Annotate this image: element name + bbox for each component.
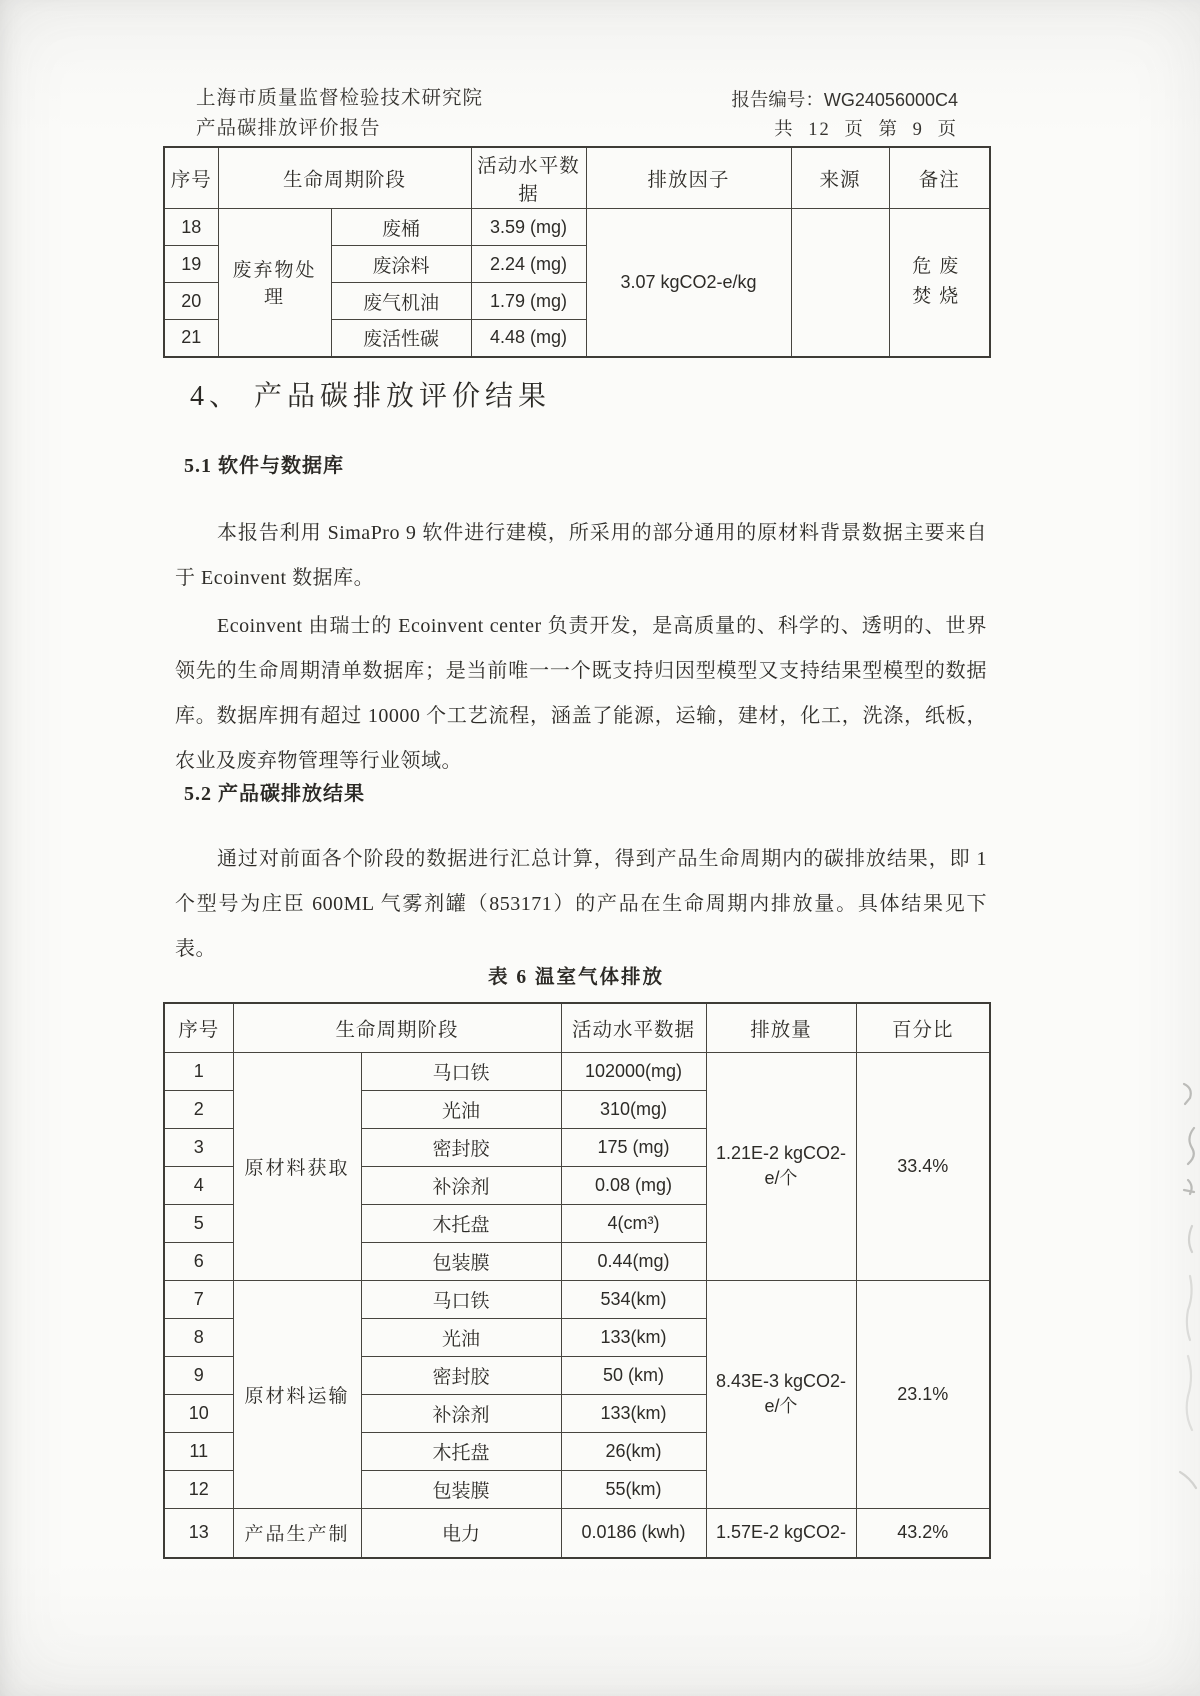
table-header-row bbox=[164, 147, 990, 209]
section-4-heading: 4、 产品碳排放评价结果 bbox=[190, 381, 552, 412]
col-header-activity-data: 活动水平数据 bbox=[561, 1003, 706, 1052]
col-header-lifecycle: 生命周期阶段 bbox=[233, 1003, 561, 1052]
lifecycle-group-cell: 原材料获取 bbox=[233, 1052, 361, 1280]
col-header-serial: 序号 bbox=[164, 147, 218, 209]
row-no-cell: 11 bbox=[164, 1432, 233, 1470]
value-cell: 4(cm³) bbox=[561, 1204, 706, 1242]
header-report-meta bbox=[720, 86, 958, 145]
remark-cell: 危废焚烧 bbox=[889, 209, 990, 357]
value-cell: 310(mg) bbox=[561, 1090, 706, 1128]
item-cell: 废活性碳 bbox=[331, 320, 471, 357]
item-cell: 包装膜 bbox=[361, 1470, 561, 1508]
row-no-cell: 1 bbox=[164, 1052, 233, 1090]
item-cell: 废涂料 bbox=[331, 246, 471, 283]
section-5-1-heading: 5.1 软件与数据库 bbox=[184, 455, 344, 477]
waste-treatment-table bbox=[163, 146, 991, 358]
col-header-serial: 序号 bbox=[164, 1003, 233, 1052]
row-no-cell: 18 bbox=[164, 209, 218, 246]
row-no-cell: 19 bbox=[164, 246, 218, 283]
row-no-cell: 20 bbox=[164, 283, 218, 320]
row-no-cell: 8 bbox=[164, 1318, 233, 1356]
value-cell: 0.44(mg) bbox=[561, 1242, 706, 1280]
value-cell: 133(km) bbox=[561, 1394, 706, 1432]
value-cell: 534(km) bbox=[561, 1280, 706, 1318]
item-cell: 马口铁 bbox=[361, 1280, 561, 1318]
item-cell: 木托盘 bbox=[361, 1432, 561, 1470]
report-number-value: WG24056000C4 bbox=[823, 90, 958, 110]
col-header-activity-data: 活动水平数据 bbox=[471, 147, 586, 209]
emission-cell: 1.57E-2 kgCO2- bbox=[706, 1508, 856, 1558]
margin-handwriting-marks bbox=[1170, 1076, 1200, 1501]
row-no-cell: 4 bbox=[164, 1166, 233, 1204]
row-no-cell: 6 bbox=[164, 1242, 233, 1280]
table-row bbox=[164, 1508, 990, 1558]
item-cell: 马口铁 bbox=[361, 1052, 561, 1090]
item-cell: 光油 bbox=[361, 1318, 561, 1356]
col-header-lifecycle: 生命周期阶段 bbox=[218, 147, 471, 209]
value-cell: 50 (km) bbox=[561, 1356, 706, 1394]
report-number-label: 报告编号： bbox=[731, 91, 824, 111]
col-header-source: 来源 bbox=[791, 147, 889, 209]
value-cell: 175 (mg) bbox=[561, 1128, 706, 1166]
item-cell: 电力 bbox=[361, 1508, 561, 1558]
lifecycle-group-cell: 原材料运输 bbox=[233, 1280, 361, 1508]
section-5-2-heading: 5.2 产品碳排放结果 bbox=[184, 783, 365, 805]
page-count-info: 共 12 页 第 9 页 bbox=[774, 120, 958, 140]
percent-cell: 23.1% bbox=[856, 1280, 990, 1508]
header-org-name: 上海市质量监督检验技术研究院 bbox=[196, 88, 484, 109]
header-report-title: 产品碳排放评价报告 bbox=[196, 118, 381, 139]
row-no-cell: 21 bbox=[164, 320, 218, 357]
value-cell: 0.0186 (kwh) bbox=[561, 1508, 706, 1558]
report-number-line bbox=[720, 86, 958, 116]
value-cell: 133(km) bbox=[561, 1318, 706, 1356]
emission-cell: 1.21E-2 kgCO2-e/个 bbox=[706, 1052, 856, 1280]
table6-caption: 表 6 温室气体排放 bbox=[487, 967, 664, 988]
item-cell: 废气机油 bbox=[331, 283, 471, 320]
paragraph-carbon-result: 通过对前面各个阶段的数据进行汇总计算，得到产品生命周期内的碳排放结果，即 1 个型号为庄臣 600ML 气雾剂罐（853171）的产品在生命周期内排放量。具体结果见下表。 bbox=[175, 848, 987, 960]
table-header-row bbox=[164, 1003, 990, 1052]
value-cell: 2.24 (mg) bbox=[471, 246, 586, 283]
row-no-cell: 7 bbox=[164, 1280, 233, 1318]
table-row bbox=[164, 1052, 990, 1090]
value-cell: 26(km) bbox=[561, 1432, 706, 1470]
emission-factor-cell: 3.07 kgCO2-e/kg bbox=[586, 209, 791, 357]
emission-cell: 8.43E-3 kgCO2-e/个 bbox=[706, 1280, 856, 1508]
item-cell: 补涂剂 bbox=[361, 1166, 561, 1204]
value-cell: 0.08 (mg) bbox=[561, 1166, 706, 1204]
item-cell: 包装膜 bbox=[361, 1242, 561, 1280]
row-no-cell: 3 bbox=[164, 1128, 233, 1166]
value-cell: 1.79 (mg) bbox=[471, 283, 586, 320]
source-cell bbox=[791, 209, 889, 357]
greenhouse-gas-table bbox=[163, 1002, 991, 1559]
header-org-block bbox=[196, 84, 483, 144]
item-cell: 密封胶 bbox=[361, 1356, 561, 1394]
row-no-cell: 10 bbox=[164, 1394, 233, 1432]
lifecycle-group-cell: 产品生产制 bbox=[233, 1508, 361, 1558]
value-cell: 4.48 (mg) bbox=[471, 320, 586, 357]
col-header-emission: 排放量 bbox=[706, 1003, 856, 1052]
value-cell: 3.59 (mg) bbox=[471, 209, 586, 246]
item-cell: 密封胶 bbox=[361, 1128, 561, 1166]
row-no-cell: 5 bbox=[164, 1204, 233, 1242]
row-no-cell: 9 bbox=[164, 1356, 233, 1394]
row-no-cell: 2 bbox=[164, 1090, 233, 1128]
paragraph-software-db-1: 本报告利用 SimaPro 9 软件进行建模，所采用的部分通用的原材料背景数据主要来自于 Ecoinvent 数据库。 bbox=[175, 522, 987, 589]
value-cell: 102000(mg) bbox=[561, 1052, 706, 1090]
lifecycle-group-cell: 废弃物处理 bbox=[218, 209, 331, 357]
percent-cell: 43.2% bbox=[856, 1508, 990, 1558]
item-cell: 木托盘 bbox=[361, 1204, 561, 1242]
row-no-cell: 13 bbox=[164, 1508, 233, 1558]
table-row bbox=[164, 209, 990, 246]
table-row bbox=[164, 1280, 990, 1318]
value-cell: 55(km) bbox=[561, 1470, 706, 1508]
item-cell: 光油 bbox=[361, 1090, 561, 1128]
item-cell: 补涂剂 bbox=[361, 1394, 561, 1432]
paragraph-software-db-2: Ecoinvent 由瑞士的 Ecoinvent center 负责开发，是高质量的、科学的、透明的、世界领先的生命周期清单数据库；是当前唯一一个既支持归因型模型又支持结果型模型的数据库。数据库拥有超过 10000 个工艺流程，涵盖了能源，运输，建材，化工，洗涤，纸板，农业及废弃物管理等行业领域。 bbox=[175, 615, 987, 772]
row-no-cell: 12 bbox=[164, 1470, 233, 1508]
percent-cell: 33.4% bbox=[856, 1052, 990, 1280]
col-header-remark: 备注 bbox=[889, 147, 990, 209]
col-header-percent: 百分比 bbox=[856, 1003, 990, 1052]
col-header-emission-factor: 排放因子 bbox=[586, 147, 791, 209]
item-cell: 废桶 bbox=[331, 209, 471, 246]
